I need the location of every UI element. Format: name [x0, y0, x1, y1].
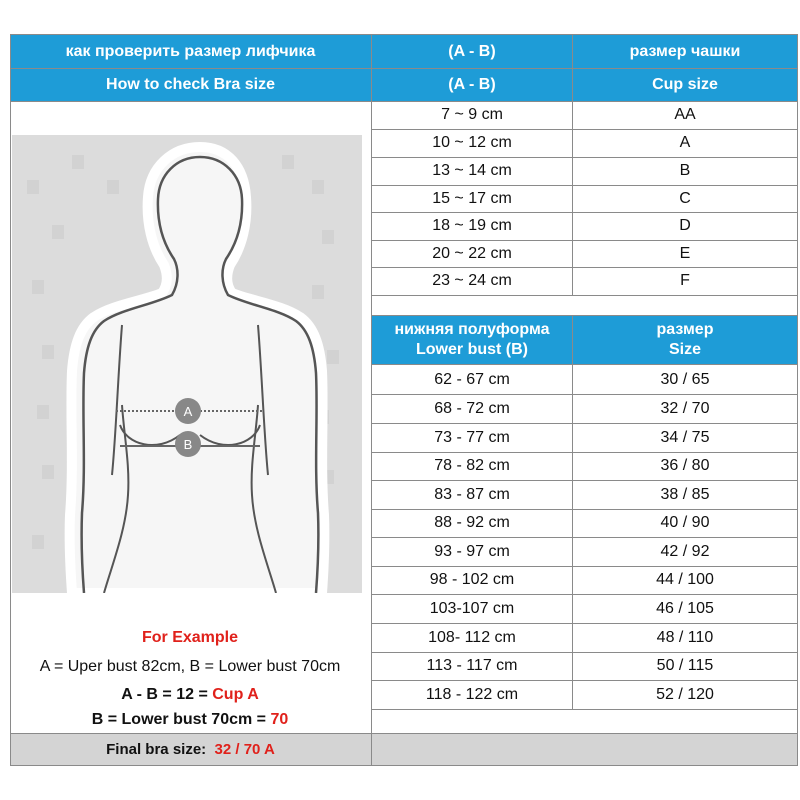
size-header-size [573, 316, 797, 364]
header-en-title: How to check Bra size [10, 69, 371, 101]
size-value: 46 / 105 [656, 599, 714, 617]
size-value: 44 / 100 [656, 571, 714, 588]
size-range: 113 - 117 cm [426, 657, 518, 674]
cup-range: 20 ~ 22 cm [432, 244, 512, 262]
cup-letter: A [679, 134, 691, 151]
size-range: 62 - 67 cm [434, 370, 510, 388]
header-en-ab: (A - B) [372, 69, 572, 101]
cup-range: 23 ~ 24 cm [432, 272, 512, 289]
marker-a-label: A [183, 404, 193, 419]
cup-range: 18 ~ 19 cm [432, 217, 512, 234]
cup-letter: B [679, 162, 691, 179]
example-cup-formula: A - B = 12 = [121, 686, 213, 703]
size-value: 32 / 70 [660, 399, 710, 417]
size-header-lower-en: Lower bust (B) [416, 341, 528, 358]
example-band-calc [10, 711, 370, 729]
size-range: 103-107 cm [429, 599, 515, 617]
size-range: 83 - 87 cm [434, 485, 510, 503]
cup-range: 10 ~ 12 cm [432, 134, 512, 151]
cup-letter: C [679, 189, 691, 207]
header-ru-title: как проверить размер лифчика [10, 35, 371, 68]
example-cup-result: Cup A [212, 686, 259, 703]
size-range: 88 - 92 cm [434, 514, 510, 531]
size-value: 48 / 110 [656, 628, 714, 646]
example-title: For Example [141, 629, 239, 646]
body-measurement-figure [12, 135, 362, 593]
size-header-lower [372, 316, 572, 364]
size-value: 34 / 75 [660, 428, 710, 446]
final-bra-size [10, 734, 371, 765]
size-range: 98 - 102 cm [429, 571, 515, 588]
final-row-empty-cell [371, 734, 797, 765]
size-header-size-en: Size [668, 341, 701, 358]
size-value: 42 / 92 [660, 542, 710, 560]
size-range: 93 - 97 cm [434, 542, 510, 560]
example-band-result: 70 [270, 711, 289, 728]
cup-letter: AA [674, 106, 696, 123]
final-label: Final bra size: [106, 741, 207, 758]
cup-letter: F [680, 272, 690, 289]
example-cup-calc [10, 686, 370, 704]
size-range: 73 - 77 cm [434, 428, 510, 446]
example-measurements: A = Uper bust 82cm, B = Lower bust 70cm [39, 658, 341, 675]
marker-b-label: B [183, 437, 193, 452]
size-range: 78 - 82 cm [434, 457, 510, 474]
size-range: 108- 112 cm [428, 628, 516, 646]
size-value: 36 / 80 [660, 457, 710, 474]
body-outline-illustration [12, 135, 362, 593]
header-ru-cup: размер чашки [573, 35, 797, 68]
size-value: 30 / 65 [660, 370, 710, 388]
example-band-formula: B = Lower bust 70cm = [91, 711, 271, 728]
size-header-lower-ru: нижняя полуформа [394, 321, 550, 338]
cup-range: 15 ~ 17 cm [432, 189, 512, 207]
cup-range: 7 ~ 9 cm [441, 106, 503, 123]
cup-range: 13 ~ 14 cm [432, 162, 512, 179]
cup-letter: E [679, 244, 691, 262]
size-value: 52 / 120 [656, 685, 714, 703]
final-value: 32 / 70 A [214, 741, 275, 758]
header-ru-ab: (A - B) [372, 35, 572, 68]
size-header-size-ru: размер [656, 321, 714, 338]
size-value: 50 / 115 [656, 657, 714, 674]
size-value: 40 / 90 [660, 514, 710, 531]
size-value: 38 / 85 [660, 485, 710, 503]
size-range: 118 - 122 cm [425, 685, 519, 703]
cup-letter: D [679, 217, 691, 234]
header-en-cup: Cup size [573, 69, 797, 101]
size-range: 68 - 72 cm [434, 399, 510, 417]
